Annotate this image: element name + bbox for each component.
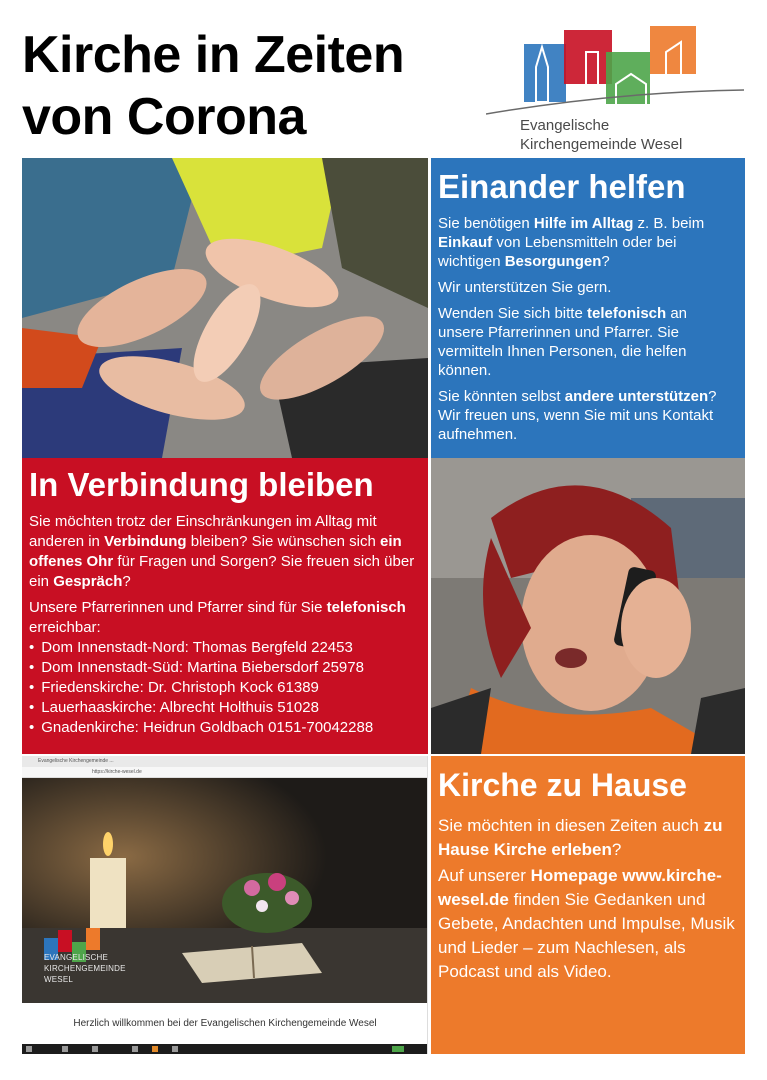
start-icon	[26, 1046, 32, 1052]
woman-on-phone-icon	[431, 458, 745, 754]
title-line-1: Kirche in Zeiten	[22, 26, 405, 84]
woman-phone-photo	[431, 458, 745, 754]
taskview-icon	[92, 1046, 98, 1052]
helfen-title: Einander helfen	[438, 168, 686, 205]
helfen-p1-bold: Hilfe im Alltag	[533, 215, 634, 232]
helfen-p1-text: von Lebensmitteln oder bei wichtigen	[438, 234, 677, 270]
logo-line-1: Evangelische	[520, 117, 610, 134]
hause-paragraph-2	[438, 864, 737, 984]
helfen-p3-bold: telefonisch	[586, 305, 667, 322]
browser-tab: Evangelische Kirchengemeinde ...	[22, 756, 428, 767]
hause-title: Kirche zu Hause	[438, 767, 687, 803]
verbindung-p1-bold: Verbindung	[104, 533, 187, 550]
verbindung-p1-text: für Fragen und Sorgen? Sie freuen sich über ein	[29, 553, 415, 590]
website-welcome-text: Herzlich willkommen bei der Evangelischen Kirchengemeinde Wesel	[73, 1018, 377, 1029]
church-name-line: EVANGELISCHE	[44, 953, 109, 962]
verbindung-p1-text: bleiben? Sie wünschen sich	[186, 533, 381, 550]
verbindung-p2-text: Unsere Pfarrerinnen und Pfarrer sind für Sie	[29, 599, 327, 616]
title-line-2: von Corona	[22, 88, 306, 146]
browser-address-bar: https://kirche-wesel.de	[22, 767, 428, 778]
helfen-p1-text: ?	[601, 253, 610, 270]
contact-item: • Friedenskirche: Dr. Christoph Kock 61389	[29, 678, 420, 698]
hause-p1-bold: zu Hause Kirche erleben	[438, 816, 723, 859]
helfen-paragraph-2: Wir unterstützen Sie gern.	[438, 279, 612, 296]
app-icon	[172, 1046, 178, 1052]
helfen-paragraph-4	[438, 387, 737, 444]
battery-icon	[392, 1046, 404, 1052]
verbindung-p1-bold: ein offenes Ohr	[29, 533, 402, 570]
helfen-p1-bold: Besorgungen	[504, 253, 602, 270]
verbindung-paragraph-2	[29, 598, 420, 638]
hause-p1-text: Sie möchten in diesen Zeiten auch	[438, 816, 704, 835]
verbindung-paragraph-1	[29, 512, 420, 592]
verbindung-p1-text: Sie möchten trotz der Einschränkungen im Alltag mit anderen in	[29, 513, 377, 550]
verbindung-p1-text: ?	[122, 573, 131, 590]
linked-hands-icon	[22, 158, 428, 458]
hause-p2-text: finden Sie Gedanken und Gebete, Andachten und Impulse, Musik und Lieder – zum Nachlesen, als Podcast und als Video.	[438, 890, 735, 981]
homepage-link[interactable]: Homepage www.kirche-wesel.de	[438, 866, 722, 909]
hause-paragraph-1	[438, 814, 737, 862]
panel-einander-helfen	[431, 158, 745, 458]
contact-item: • Lauerhaaskirche: Albrecht Holthuis 51028	[29, 698, 420, 718]
verbindung-p2-text: erreichbar:	[29, 619, 101, 636]
church-name-line: WESEL	[44, 975, 74, 984]
website-church-name	[44, 952, 126, 985]
helfen-p1-text: z. B. beim	[633, 215, 705, 232]
hause-p2-text: Auf unserer	[438, 866, 531, 885]
hause-p1-text: ?	[611, 840, 622, 859]
panel-kirche-zu-hause	[431, 756, 745, 1054]
contact-item: • Dom Innenstadt-Nord: Thomas Bergfeld 22453	[29, 638, 420, 658]
helfen-p3-text: an unsere Pfarrerinnen und Pfarrer. Sie vermitteln Ihnen Personen, die helfen können.	[438, 305, 688, 379]
helfen-p4-bold: andere unterstützen	[564, 388, 709, 405]
helfen-p3-text: Wenden Sie sich bitte	[438, 305, 587, 322]
contact-item: • Dom Innenstadt-Süd: Martina Biebersdorf 25978	[29, 658, 420, 678]
helfen-paragraph-1	[438, 214, 737, 271]
website-screenshot	[22, 756, 428, 1054]
windows-taskbar	[22, 1044, 428, 1054]
browser-icon	[152, 1046, 158, 1052]
helfen-p4-text: Sie könnten selbst	[438, 388, 565, 405]
contact-item: • Gnadenkirche: Heidrun Goldbach 0151-70042288	[29, 718, 420, 738]
helfen-paragraph-3	[438, 304, 737, 380]
church-name-line: KIRCHENGEMEINDE	[44, 964, 126, 973]
verbindung-title: In Verbindung bleiben	[29, 466, 374, 503]
hands-photo	[22, 158, 428, 458]
helfen-p1-bold: Einkauf	[438, 234, 493, 251]
verbindung-p1-bold: Gespräch	[53, 573, 123, 590]
helfen-p4-text: ? Wir freuen uns, wenn Sie mit uns Kontakt aufnehmen.	[438, 388, 717, 443]
panel-in-verbindung-bleiben	[22, 458, 428, 754]
verbindung-p2-bold: telefonisch	[326, 599, 406, 616]
contact-list	[29, 638, 420, 738]
explorer-icon	[132, 1046, 138, 1052]
helfen-p1-text: Sie benötigen	[438, 215, 534, 232]
search-icon	[62, 1046, 68, 1052]
logo-line-2: Kirchengemeinde Wesel	[520, 136, 683, 153]
church-logo-text	[520, 116, 760, 154]
logo-graphic-icon	[486, 22, 746, 122]
page-title	[22, 24, 482, 148]
